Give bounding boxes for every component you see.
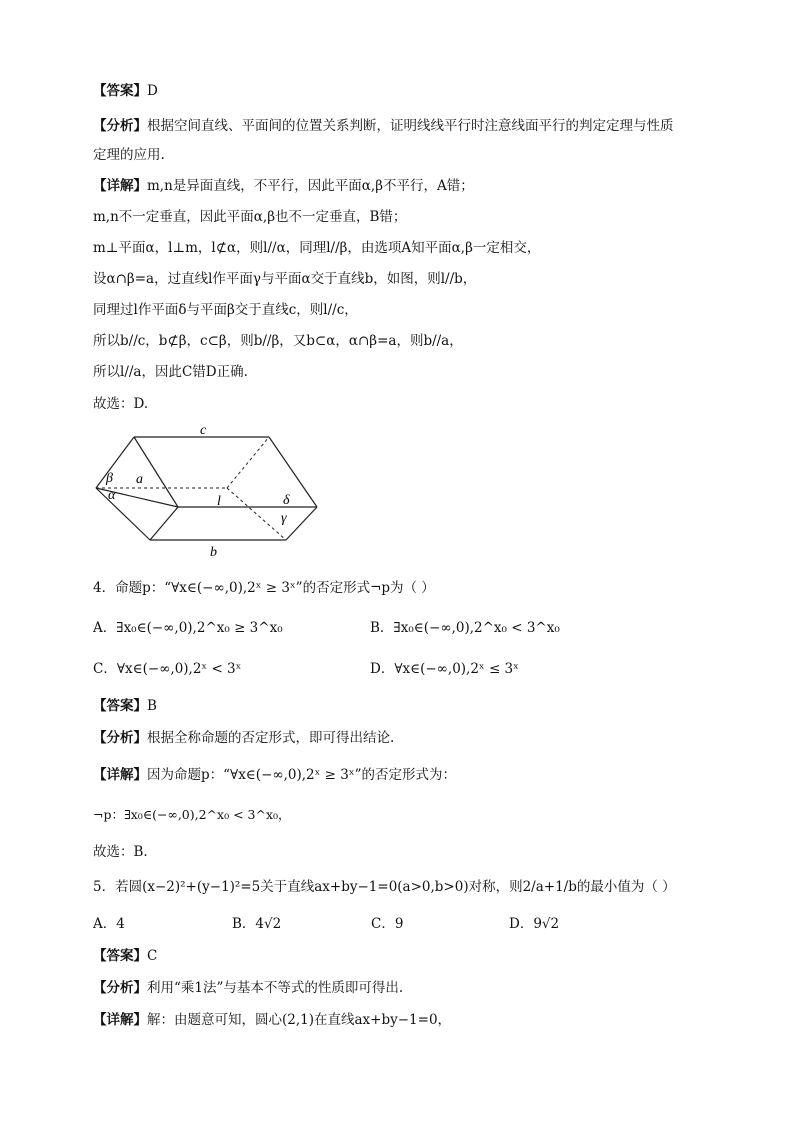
question-stem: 5．若圆(x−2)²+(y−1)²=5关于直线ax+by−1=0(a>0,b>0)对称，则2/a+1/b的最小值为（ ）	[93, 879, 676, 895]
q4-analysis-line	[93, 729, 394, 747]
q3-answer-line	[93, 82, 158, 100]
label-c: c	[200, 423, 207, 438]
planes-diagram	[90, 422, 330, 562]
q5-option-b	[232, 915, 281, 933]
answer-tag: 【答案】	[93, 948, 147, 964]
detail-text: 解：由题意可知，圆心(2,1)在直线ax+by−1=0，	[147, 1012, 452, 1028]
q4-option-d	[370, 660, 519, 678]
answer-value: C	[147, 948, 158, 964]
q3-detail-line-6	[93, 332, 463, 350]
detail-text: 所以l//a，因此C错D正确.	[93, 364, 248, 380]
q5-option-d	[509, 915, 559, 933]
detail-text: 设α∩β=a，过直线l作平面γ与平面α交于直线b，如图，则l//b，	[93, 271, 477, 287]
q3-detail-line-1	[93, 177, 474, 195]
q3-detail-line-7	[93, 363, 248, 381]
q3-detail-line-3	[93, 239, 540, 257]
analysis-text: 根据空间直线、平面间的位置关系判断，证明线线平行时注意线面平行的判定定理与性质	[147, 118, 674, 134]
q3-analysis-line	[93, 117, 674, 135]
detail-text: m,n不一定垂直，因此平面α,β也不一定垂直，B错；	[93, 209, 407, 225]
analysis-tag: 【分析】	[93, 730, 147, 746]
edge	[96, 437, 134, 488]
q3-conclusion	[93, 395, 148, 413]
detail-text: m,n是异面直线，不平行，因此平面α,β不平行，A错；	[147, 178, 474, 194]
option-text: B．∃x₀∈(−∞,0),2^x₀ < 3^x₀	[370, 620, 560, 636]
q4-option-b	[370, 619, 560, 637]
label-alpha: α	[108, 488, 116, 503]
label-b: b	[210, 545, 217, 560]
edge	[269, 437, 317, 507]
q5-stem	[93, 878, 676, 896]
analysis-text: 定理的应用.	[93, 147, 165, 163]
detail-text: 所以b//c，b⊄β，c⊂β，则b//β，又b⊂α，α∩β=a，则b//a，	[93, 333, 463, 349]
detail-tag: 【详解】	[93, 178, 147, 194]
detail-text: m⊥平面α，l⊥m，l⊄α，则l//α，同理l//β，由选项A知平面α,β一定相交，	[93, 240, 541, 256]
detail-text: ¬p：∃x₀∈(−∞,0),2^x₀ < 3^x₀，	[93, 807, 291, 822]
detail-text: 同理过l作平面δ与平面β交于直线c，则l//c，	[93, 302, 358, 318]
q3-detail-line-5	[93, 301, 358, 319]
option-text: B．4√2	[232, 916, 282, 932]
dashed-edge	[227, 488, 286, 540]
detail-text: 因为命题p：“∀x∈(−∞,0),2ˣ ≥ 3ˣ”的否定形式为：	[147, 767, 456, 783]
edge	[96, 488, 150, 540]
q5-option-c	[371, 915, 403, 933]
q3-analysis-line-2	[93, 146, 165, 164]
conclusion-text: 故选：D.	[93, 396, 149, 412]
question-stem: 4．命题p：“∀x∈(−∞,0),2ˣ ≥ 3ˣ”的否定形式¬p为（ ）	[93, 580, 435, 596]
label-delta: δ	[283, 493, 290, 508]
q3-detail-line-4	[93, 270, 476, 288]
q5-answer-line	[93, 947, 157, 965]
answer-value: B	[147, 698, 157, 714]
label-l: l	[217, 494, 221, 509]
answer-value: D	[147, 83, 158, 99]
option-text: C．∀x∈(−∞,0),2ˣ < 3ˣ	[93, 661, 242, 677]
q4-stem	[93, 579, 435, 597]
answer-tag: 【答案】	[93, 698, 147, 714]
detail-tag: 【详解】	[93, 1012, 147, 1028]
q5-analysis-line	[93, 979, 403, 997]
option-text: A．4	[93, 916, 125, 932]
edge	[150, 507, 178, 540]
answer-tag: 【答案】	[93, 83, 147, 99]
analysis-tag: 【分析】	[93, 118, 147, 134]
label-a: a	[136, 472, 143, 487]
q4-option-a	[93, 619, 283, 637]
option-text: D．9√2	[509, 916, 560, 932]
option-text: C．9	[371, 916, 404, 932]
analysis-tag: 【分析】	[93, 980, 147, 996]
q5-detail-line-1	[93, 1011, 451, 1029]
label-gamma: γ	[281, 511, 287, 526]
q4-answer-line	[93, 697, 157, 715]
detail-tag: 【详解】	[93, 767, 147, 783]
q3-detail-line-2	[93, 208, 406, 226]
label-beta: β	[106, 471, 113, 486]
q5-option-a	[93, 915, 125, 933]
q4-detail-line-2	[93, 806, 291, 824]
option-text: D．∀x∈(−∞,0),2ˣ ≤ 3ˣ	[370, 661, 519, 677]
conclusion-text: 故选：B.	[93, 844, 148, 860]
analysis-text: 根据全称命题的否定形式，即可得出结论.	[147, 730, 395, 746]
q4-conclusion	[93, 843, 148, 861]
dashed-edge	[227, 437, 269, 488]
edge	[286, 507, 317, 540]
q4-option-c	[93, 660, 241, 678]
option-text: A．∃x₀∈(−∞,0),2^x₀ ≥ 3^x₀	[93, 620, 283, 636]
q4-detail-line-1	[93, 766, 456, 784]
analysis-text: 利用“乘1法”与基本不等式的性质即可得出.	[147, 980, 404, 996]
